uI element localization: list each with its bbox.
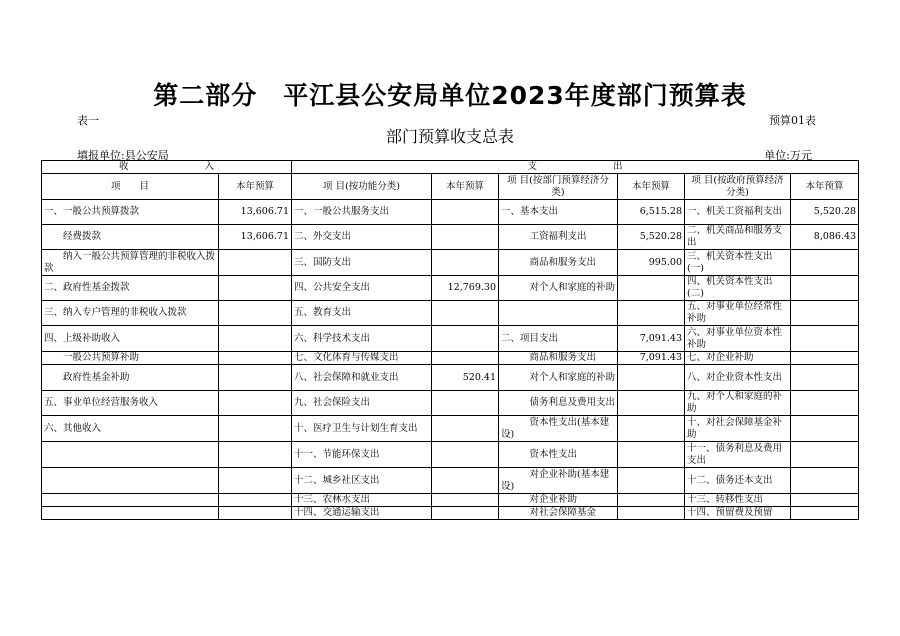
gov-budget-header: 本年预算 [791,174,859,200]
income-item-cell: 政府性基金补助 [42,365,219,391]
gov-budget-cell [791,468,859,494]
econ-item-cell: 对企业补助(基本建设) [499,468,618,494]
income-budget-cell [219,494,292,507]
econ-budget-cell: 7,091.43 [618,326,685,352]
econ-item-cell: 对个人和家庭的补助 [499,276,618,301]
func-item-cell: 十三、农林水支出 [292,494,432,507]
income-item-cell: 二、政府性基金拨款 [42,276,219,301]
gov-budget-cell [791,276,859,301]
income-budget-cell: 13,606.71 [219,200,292,225]
expense-header: 支 出 [292,161,859,174]
table-row [42,301,859,326]
econ-budget-cell [618,507,685,520]
gov-budget-cell [791,352,859,365]
income-header: 收 入 [42,161,292,174]
income-item-cell: 三、纳入专户管理的非税收入拨款 [42,301,219,326]
econ-item-cell [499,301,618,326]
gov-item-cell: 十四、预留费及预留 [685,507,791,520]
econ-budget-cell: 7,091.43 [618,352,685,365]
gov-item-cell: 九、对个人和家庭的补助 [685,391,791,416]
table-row [42,225,859,250]
header-row-group [42,161,859,174]
gov-budget-cell [791,326,859,352]
gov-item-cell: 十一、债务利息及费用支出 [685,442,791,468]
econ-item-cell: 债务利息及费用支出 [499,391,618,416]
econ-budget-cell: 5,520.28 [618,225,685,250]
econ-item-cell: 对企业补助 [499,494,618,507]
income-budget-cell [219,468,292,494]
gov-budget-cell [791,507,859,520]
table-row [42,200,859,225]
func-item-cell: 四、公共安全支出 [292,276,432,301]
econ-budget-header: 本年预算 [618,174,685,200]
gov-item-cell: 十三、转移性支出 [685,494,791,507]
func-item-cell: 六、科学技术支出 [292,326,432,352]
gov-budget-cell [791,365,859,391]
gov-item-cell: 二、机关商品和服务支出 [685,225,791,250]
reporting-unit: 填报单位:县公安局 [77,149,169,162]
gov-budget-cell [791,250,859,276]
income-budget-cell: 13,606.71 [219,225,292,250]
income-item-cell [42,468,219,494]
income-item-cell: 纳入一般公共预算管理的非税收入拨款 [42,250,219,276]
income-item-cell: 经费拨款 [42,225,219,250]
func-budget-cell [432,468,499,494]
gov-budget-cell: 8,086.43 [791,225,859,250]
income-item-cell: 一般公共预算补助 [42,352,219,365]
func-budget-cell [432,301,499,326]
gov-item-cell: 七、对企业补助 [685,352,791,365]
gov-item-cell: 八、对企业资本性支出 [685,365,791,391]
income-item-cell: 四、上级补助收入 [42,326,219,352]
table-row [42,352,859,365]
func-budget-cell: 12,769.30 [432,276,499,301]
table-row [42,276,859,301]
econ-budget-cell: 6,515.28 [618,200,685,225]
gov-budget-cell [791,442,859,468]
func-item-header: 项 目(按功能分类) [292,174,432,200]
income-item-cell [42,507,219,520]
gov-budget-cell [791,391,859,416]
gov-item-cell: 十、对社会保障基金补助 [685,416,791,442]
func-item-cell: 七、文化体育与传媒支出 [292,352,432,365]
budget-table [41,160,859,520]
income-item-cell [42,494,219,507]
gov-budget-cell [791,416,859,442]
income-budget-cell [219,365,292,391]
econ-budget-cell [618,276,685,301]
econ-item-cell: 商品和服务支出 [499,250,618,276]
func-budget-cell [432,442,499,468]
gov-budget-cell [791,494,859,507]
econ-budget-cell: 995.00 [618,250,685,276]
func-item-cell: 十二、城乡社区支出 [292,468,432,494]
income-budget-cell [219,442,292,468]
func-budget-cell [432,250,499,276]
table-row [42,494,859,507]
income-budget-cell [219,276,292,301]
income-budget-cell [219,301,292,326]
func-budget-cell [432,200,499,225]
econ-budget-cell [618,468,685,494]
econ-item-cell: 资本性支出 [499,442,618,468]
func-budget-cell: 520.41 [432,365,499,391]
gov-budget-cell [791,301,859,326]
currency-unit: 单位:万元 [764,149,812,162]
func-item-cell: 十一、节能环保支出 [292,442,432,468]
econ-budget-cell [618,365,685,391]
gov-item-cell: 四、机关资本性支出(二) [685,276,791,301]
func-item-cell: 十四、交通运输支出 [292,507,432,520]
page-title: 第二部分 平江县公安局单位2023年度部门预算表 [153,81,747,110]
func-budget-cell [432,352,499,365]
table-row [42,365,859,391]
gov-item-cell: 六、对事业单位资本性补助 [685,326,791,352]
func-item-cell: 三、国防支出 [292,250,432,276]
table-row [42,507,859,520]
econ-item-header: 项 目(按部门预算经济分类) [499,174,618,200]
econ-budget-cell [618,442,685,468]
econ-item-cell: 工资福利支出 [499,225,618,250]
func-budget-cell [432,225,499,250]
econ-budget-cell [618,494,685,507]
income-budget-cell [219,416,292,442]
table-subtitle: 部门预算收支总表 [385,127,514,146]
func-item-cell: 十、医疗卫生与计划生育支出 [292,416,432,442]
table-row [42,416,859,442]
func-budget-cell [432,507,499,520]
income-item-cell [42,442,219,468]
income-budget-header: 本年预算 [219,174,292,200]
table-row [42,391,859,416]
econ-budget-cell [618,391,685,416]
func-item-cell: 一、一般公共服务支出 [292,200,432,225]
econ-budget-cell [618,301,685,326]
func-item-cell: 二、外交支出 [292,225,432,250]
func-budget-cell [432,326,499,352]
income-budget-cell [219,352,292,365]
func-budget-cell [432,391,499,416]
func-budget-cell [432,494,499,507]
econ-item-cell: 对个人和家庭的补助 [499,365,618,391]
table-row [42,442,859,468]
income-item-header: 项 目 [42,174,219,200]
table-tag-left: 表一 [77,114,99,127]
header-row-columns [42,174,859,200]
func-item-cell: 八、社会保障和就业支出 [292,365,432,391]
gov-item-header: 项 目(按政府预算经济分类) [685,174,791,200]
func-budget-cell [432,416,499,442]
econ-item-cell: 资本性支出(基本建设) [499,416,618,442]
income-item-cell: 五、事业单位经营服务收入 [42,391,219,416]
func-budget-header: 本年预算 [432,174,499,200]
income-budget-cell [219,391,292,416]
gov-item-cell: 一、机关工资福利支出 [685,200,791,225]
table-row [42,468,859,494]
income-item-cell: 六、其他收入 [42,416,219,442]
income-budget-cell [219,250,292,276]
income-budget-cell [219,507,292,520]
econ-item-cell: 对社会保障基金 [499,507,618,520]
func-item-cell: 九、社会保险支出 [292,391,432,416]
gov-item-cell: 五、对事业单位经常性补助 [685,301,791,326]
econ-item-cell: 二、项目支出 [499,326,618,352]
table-row [42,250,859,276]
table-tag-right: 预算01表 [769,114,816,127]
income-budget-cell [219,326,292,352]
income-item-cell: 一、一般公共预算拨款 [42,200,219,225]
econ-item-cell: 一、基本支出 [499,200,618,225]
func-item-cell: 五、教育支出 [292,301,432,326]
gov-item-cell: 三、机关资本性支出(一) [685,250,791,276]
econ-budget-cell [618,416,685,442]
gov-budget-cell: 5,520.28 [791,200,859,225]
table-row [42,326,859,352]
gov-item-cell: 十二、债务还本支出 [685,468,791,494]
econ-item-cell: 商品和服务支出 [499,352,618,365]
